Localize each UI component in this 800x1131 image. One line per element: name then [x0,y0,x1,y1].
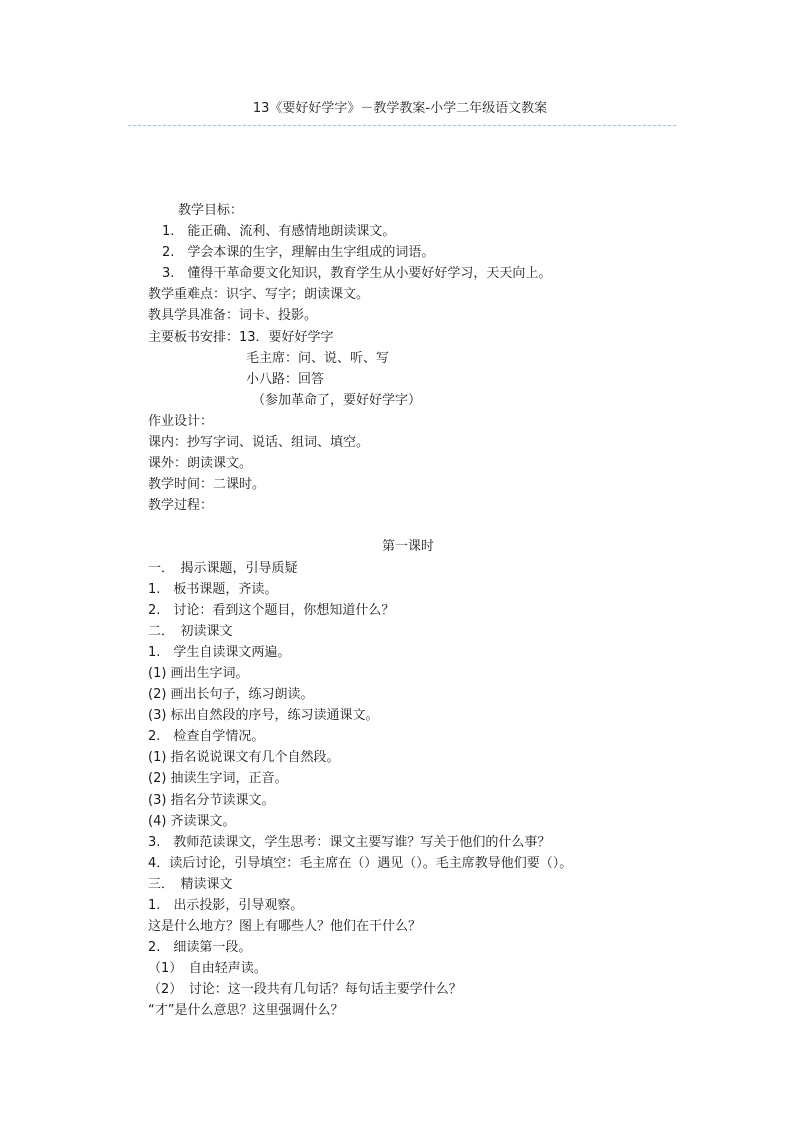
lesson-line: (3) 指名分节读课文。 [148,792,275,808]
lesson-line: 这是什么地方？图上有哪些人？他们在干什么？ [148,919,422,935]
homework-in-class: 课内：抄写字词、说话、组词、填空。 [148,435,370,451]
lesson-line: （1） 自由轻声读。 [148,961,267,977]
lesson-title: 第一课时 [381,539,434,555]
lesson-line: “才”是什么意思？这里强调什么？ [148,1003,344,1019]
spacer [148,516,668,536]
lesson-line: 二． 初读课文 [148,623,233,639]
lesson-line: (1) 指名说说课文有几个自然段。 [148,750,340,766]
board-plan-line: 小八路：回答 [246,371,325,387]
lesson-line: 1. 出示投影，引导观察。 [148,898,304,913]
lesson-line: 三． 精读课文 [148,876,233,892]
goal-item: 2. 学会本课的生字，理解由生字组成的词语。 [162,245,435,261]
lesson-line: 3. 教师范读课文，学生思考：课文主要写谁？写关于他们的什么事？ [148,834,551,850]
teaching-time: 教学时间：二课时。 [148,477,266,493]
lesson-line: 1. 板书课题，齐读。 [148,581,278,597]
teaching-materials: 教具学具准备：词卡、投影。 [148,308,318,324]
lesson-line: 2. 细读第一段。 [148,940,252,956]
lesson-line: (2) 画出长句子，练习朗读。 [148,687,314,703]
board-plan-line: 毛主席：问、说、听、写 [246,350,390,366]
document-body [148,200,668,1022]
lesson-line: (3) 标出自然段的序号，练习读通课文。 [148,708,379,724]
goal-item: 1. 能正确、流利、有感情地朗读课文。 [162,224,396,240]
document-title: 13《要好好学字》－教学教案-小学二年级语文教案 [252,101,548,116]
lesson-line: 2. 讨论：看到这个题目，你想知道什么？ [148,602,395,618]
goal-item: 3. 懂得干革命要文化知识，教育学生从小要好好学习，天天向上。 [162,266,552,282]
homework-heading: 作业设计： [148,413,214,429]
process-heading: 教学过程： [148,498,214,514]
header-divider [128,125,676,126]
goals-heading: 教学目标： [178,203,244,218]
board-plan-line: （参加革命了，要好好学字） [252,392,422,408]
lesson-line: 一． 揭示课题，引导质疑 [148,560,298,576]
board-plan-label: 主要板书安排：13．要好好学字 [148,329,334,345]
lesson-line: (4) 齐读课文。 [148,813,236,829]
key-points: 教学重难点：识字、写字；朗读课文。 [148,287,370,303]
homework-after-class: 课外：朗读课文。 [148,456,253,472]
lesson-line: (2) 抽读生字词，正音。 [148,771,288,787]
lesson-line: 1. 学生自读课文两遍。 [148,644,291,660]
lesson-line: (1) 画出生字词。 [148,665,249,681]
lesson-line: 4．读后讨论，引导填空：毛主席在（）遇见（）。毛主席教导他们要（）。 [148,855,573,871]
lesson-line: 2. 检查自学情况。 [148,729,265,745]
lesson-line: （2） 讨论：这一段共有几句话？每句话主要学什么？ [148,982,462,998]
